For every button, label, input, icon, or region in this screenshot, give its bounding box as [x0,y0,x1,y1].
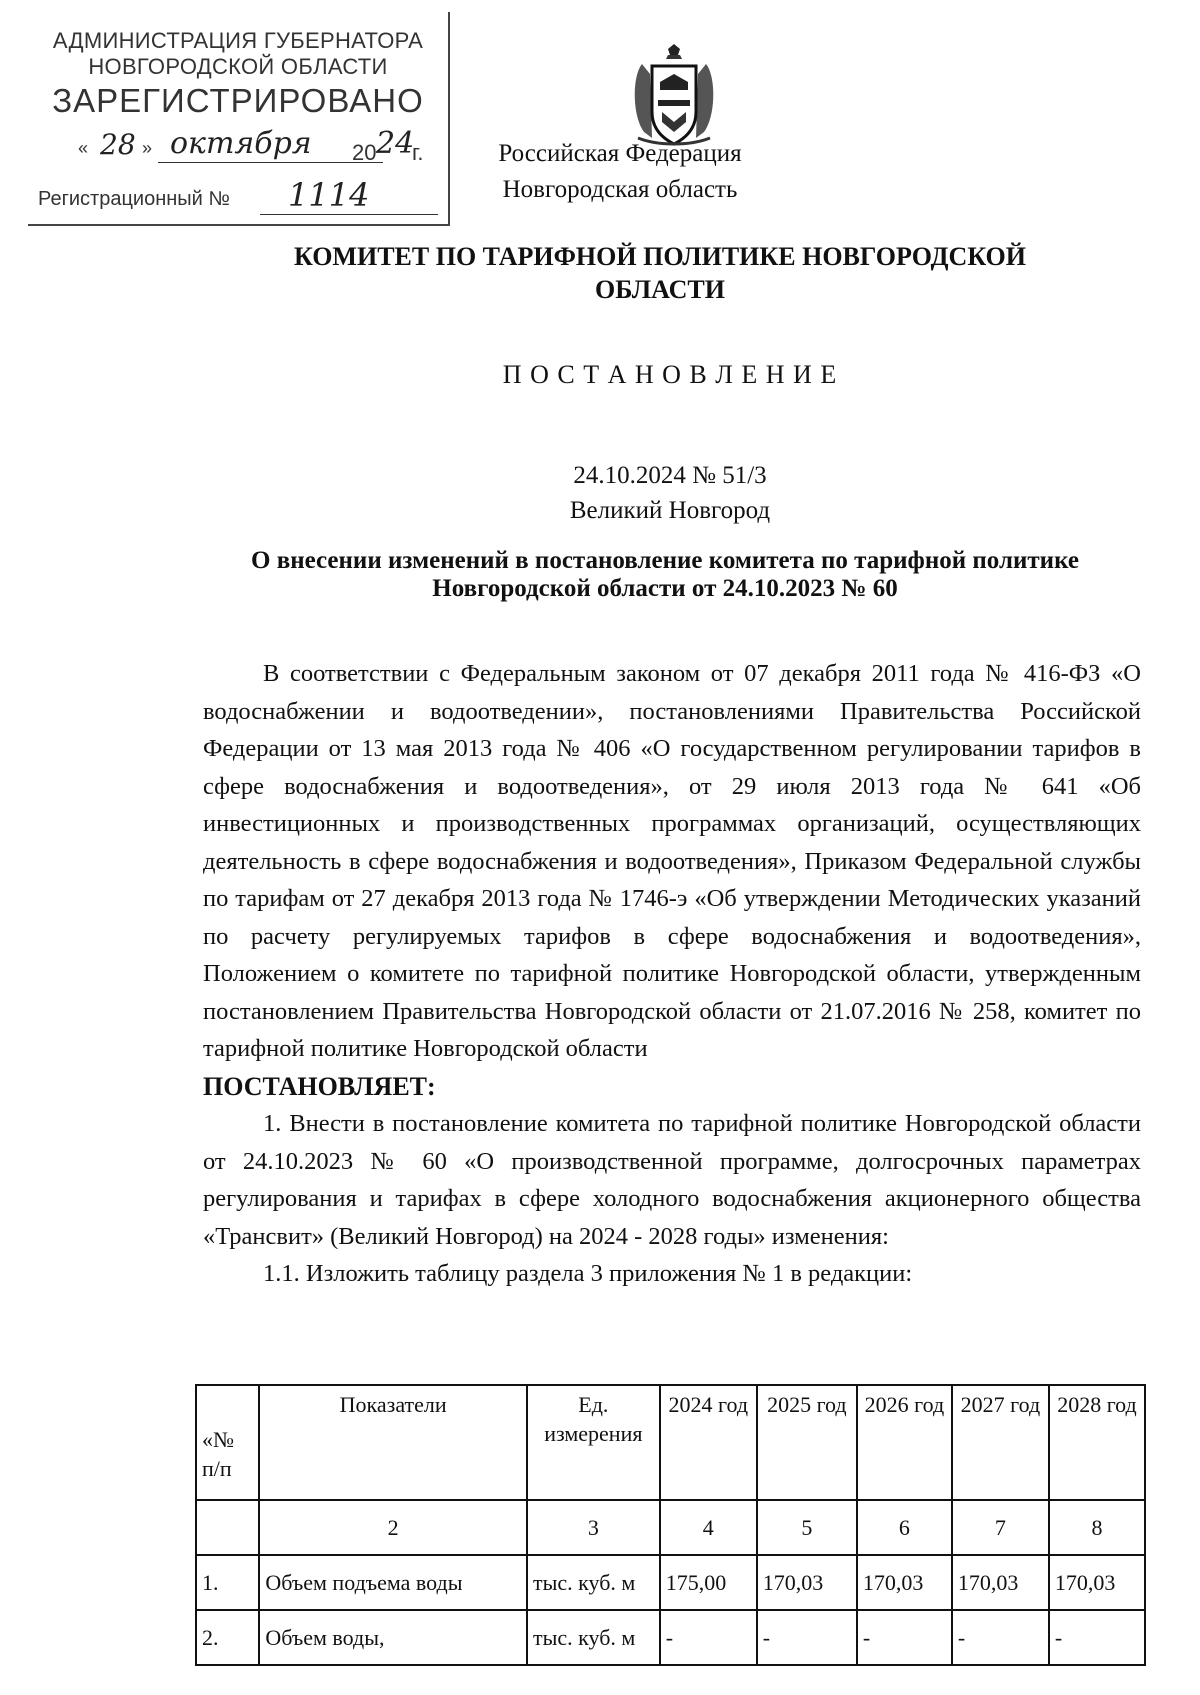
stamp-year-suffix: 24 [376,126,415,161]
stamp-org-line1: АДМИНИСТРАЦИЯ ГУБЕРНАТОРА [52,28,424,53]
colnum-cell: 6 [857,1500,952,1555]
item-1-paragraph: 1. Внести в постановление комитета по тарифной политике Новгородской области от 24.10.2023 № 60 «О производственной программе, долгосрочных параметрах регулирования и тарифах в сфере холодного водоснабжения акционерного общества «Трансвит» (Великий Новгород) на 2024 - 2028 годы» изменения: [203,1110,1141,1250]
stamp-number-line [38,176,438,220]
region-name: Новгородская область [502,176,738,203]
date-place-block [450,458,890,528]
colnum-cell: 3 [527,1500,660,1555]
table-column-numbers-row [196,1500,1145,1555]
stamp-reg-label: Регистрационный № [38,188,230,210]
subject-line2: Новгородской области от 24.10.2023 № 60 [432,575,898,602]
header-cell-2025: 2025 год [757,1385,857,1500]
country-region-block [450,136,790,208]
coat-of-arms-icon [628,42,720,150]
document-type: П О С Т А Н О В Л Е Н И Е [502,360,838,389]
stamp-year-g: г. [412,140,424,165]
document-body [203,655,1141,1293]
header-cell-2027: 2027 год [952,1385,1049,1500]
header-cell-2026: 2026 год [857,1385,952,1500]
table-cell: - [757,1610,857,1665]
resolves-heading: ПОСТАНОВЛЯЕТ: [203,1071,436,1101]
stamp-date-day: 28 [100,128,136,161]
table-row [196,1555,1145,1610]
colnum-cell: 5 [757,1500,857,1555]
table-cell: 170,03 [952,1555,1049,1610]
stamp-year-prefix: 20 [352,140,377,165]
table-cell: - [660,1610,757,1665]
table-cell: 170,03 [757,1555,857,1610]
table-cell: - [952,1610,1049,1665]
colnum-cell: 8 [1049,1500,1145,1555]
stamp-registered: ЗАРЕГИСТРИРОВАНО [52,82,424,119]
header-cell-number: «№ п/п [196,1385,259,1500]
document-city: Великий Новгород [569,497,771,524]
header-cell-2028: 2028 год [1049,1385,1145,1500]
colnum-cell: 4 [660,1500,757,1555]
colnum-cell: 2 [259,1500,527,1555]
table-cell: 2. [196,1610,259,1665]
header-cell-indicator: Показатели [259,1385,527,1500]
document-date-number: 24.10.2024 № 51/3 [573,462,767,489]
stamp-date-month: октября [170,126,312,161]
table-cell: тыс. куб. м [527,1555,660,1610]
table-cell: 170,03 [857,1555,952,1610]
subject-line1: О внесении изменений в постановление комитета по тарифной политике [251,547,1079,574]
registration-stamp [28,12,450,226]
table-row [196,1610,1145,1665]
committee-title [160,240,1160,306]
header-cell-unit: Ед. измерения [527,1385,660,1500]
committee-title-line2: ОБЛАСТИ [595,275,725,304]
table-cell: - [1049,1610,1145,1665]
table-cell: тыс. куб. м [527,1610,660,1665]
table-header-row [196,1385,1145,1500]
table-cell: Объем воды, [259,1610,527,1665]
country-name: Российская Федерация [498,140,742,167]
table-cell: Объем подъема воды [259,1555,527,1610]
committee-title-line1: КОМИТЕТ ПО ТАРИФНОЙ ПОЛИТИКЕ НОВГОРОДСКОЙ [294,242,1026,271]
stamp-date-line: « 28 » октября 20 24 г. [78,126,424,165]
colnum-cell: 7 [952,1500,1049,1555]
indicators-table [195,1384,1146,1666]
item-1-1-paragraph: 1.1. Изложить таблицу раздела 3 приложения № 1 в редакции: [263,1260,913,1287]
document-subject [160,547,1170,603]
stamp-reg-number: 1114 [288,176,370,214]
table-cell: 1. [196,1555,259,1610]
table-cell: - [857,1610,952,1665]
preamble-paragraph: В соответствии с Федеральным законом от 07 декабря 2011 года № 416-ФЗ «О водоснабжении и водоотведении», постановлениями Правительства Российской Федерации от 13 мая 2013 года № 406 «О государственном регулировании тарифов в сфере водоснабжения и водоотведения», от 29 июля 2013 года № 641 «Об инвестиционных и производственных программах организаций, осуществляющих деятельность в сфере водоснабжения и водоотведения», Приказом Федеральной службы по тарифам от 27 декабря 2013 года № 1746-э «Об утверждении Методических указаний по расчету регулируемых тарифов в сфере водоснабжения и водоотведения», Положением о комитете по тарифной политике Новгородской области, утвержденным постановлением Правительства Новгородской области от 21.07.2016 № 258, комитет по тарифной политике Новгородской области [203,660,1141,1062]
table-cell: 175,00 [660,1555,757,1610]
colnum-cell [196,1500,259,1555]
stamp-org-line2: НОВГОРОДСКОЙ ОБЛАСТИ [88,54,388,79]
header-cell-2024: 2024 год [660,1385,757,1500]
table-cell: 170,03 [1049,1555,1145,1610]
